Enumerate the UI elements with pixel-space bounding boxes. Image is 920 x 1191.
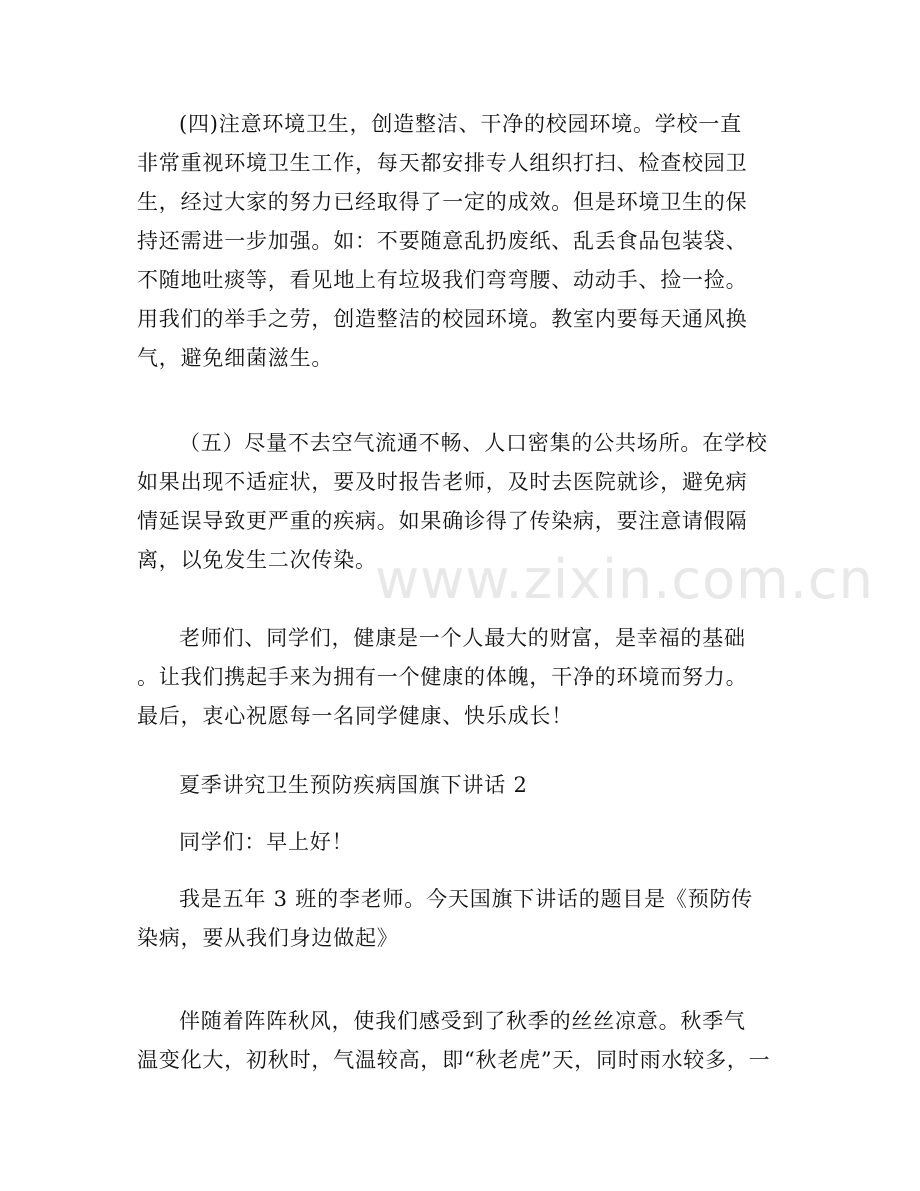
text-line: 同学们：早上好！	[179, 830, 354, 854]
text-line: 如果出现不适症状，要及时报告老师，及时去医院就诊，避免病	[137, 470, 748, 494]
text-line: 用我们的举手之劳，创造整洁的校园环境。教室内要每天通风换	[137, 307, 748, 331]
text-line: 非常重视环境卫生工作，每天都安排专人组织打扫、检查校园卫	[137, 151, 748, 175]
paragraph-introduction	[137, 880, 789, 958]
text-line: 。让我们携起手来为拥有一个健康的体魄，干净的环境而努力。	[137, 665, 748, 689]
paragraph-autumn	[137, 1002, 789, 1080]
paragraph-environment-hygiene	[137, 105, 789, 378]
text-line: 温变化大，初秋时，气温较高，即“秋老虎”天，同时雨水较多，一	[137, 1048, 771, 1072]
paragraph-public-places	[137, 424, 789, 580]
paragraph-greeting	[137, 823, 789, 862]
section-title	[137, 766, 789, 805]
text-line: 生，经过大家的努力已经取得了一定的成效。但是环境卫生的保	[137, 190, 748, 214]
text-line: 夏季讲究卫生预防疾病国旗下讲话 2	[179, 773, 528, 797]
paragraph-closing-wishes	[137, 619, 789, 736]
text-line: 老师们、同学们，健康是一个人最大的财富，是幸福的基础	[179, 626, 746, 650]
text-line: 伴随着阵阵秋风，使我们感受到了秋季的丝丝凉意。秋季气	[179, 1009, 746, 1033]
text-line: 持还需进一步加强。如：不要随意乱扔废纸、乱丢食品包装袋、	[137, 229, 748, 253]
text-line: 不随地吐痰等，看见地上有垃圾我们弯弯腰、动动手、捡一捡。	[137, 268, 748, 292]
watermark-text: www.zixin.com.cn	[375, 548, 874, 611]
text-line: 我是五年 3 班的李老师。今天国旗下讲话的题目是《预防传	[179, 887, 754, 911]
text-line: 情延误导致更严重的疾病。如果确诊得了传染病，要注意请假隔	[137, 509, 748, 533]
text-line: （五）尽量不去空气流通不畅、人口密集的公共场所。在学校	[179, 431, 768, 455]
text-line: 离，以免发生二次传染。	[137, 548, 377, 572]
text-line: (四)注意环境卫生，创造整洁、干净的校园环境。学校一直	[179, 112, 742, 136]
text-line: 气，避免细菌滋生。	[137, 346, 334, 370]
text-line: 染病，要从我们身边做起》	[137, 926, 399, 950]
text-line: 最后，衷心祝愿每一名同学健康、快乐成长！	[137, 704, 573, 728]
